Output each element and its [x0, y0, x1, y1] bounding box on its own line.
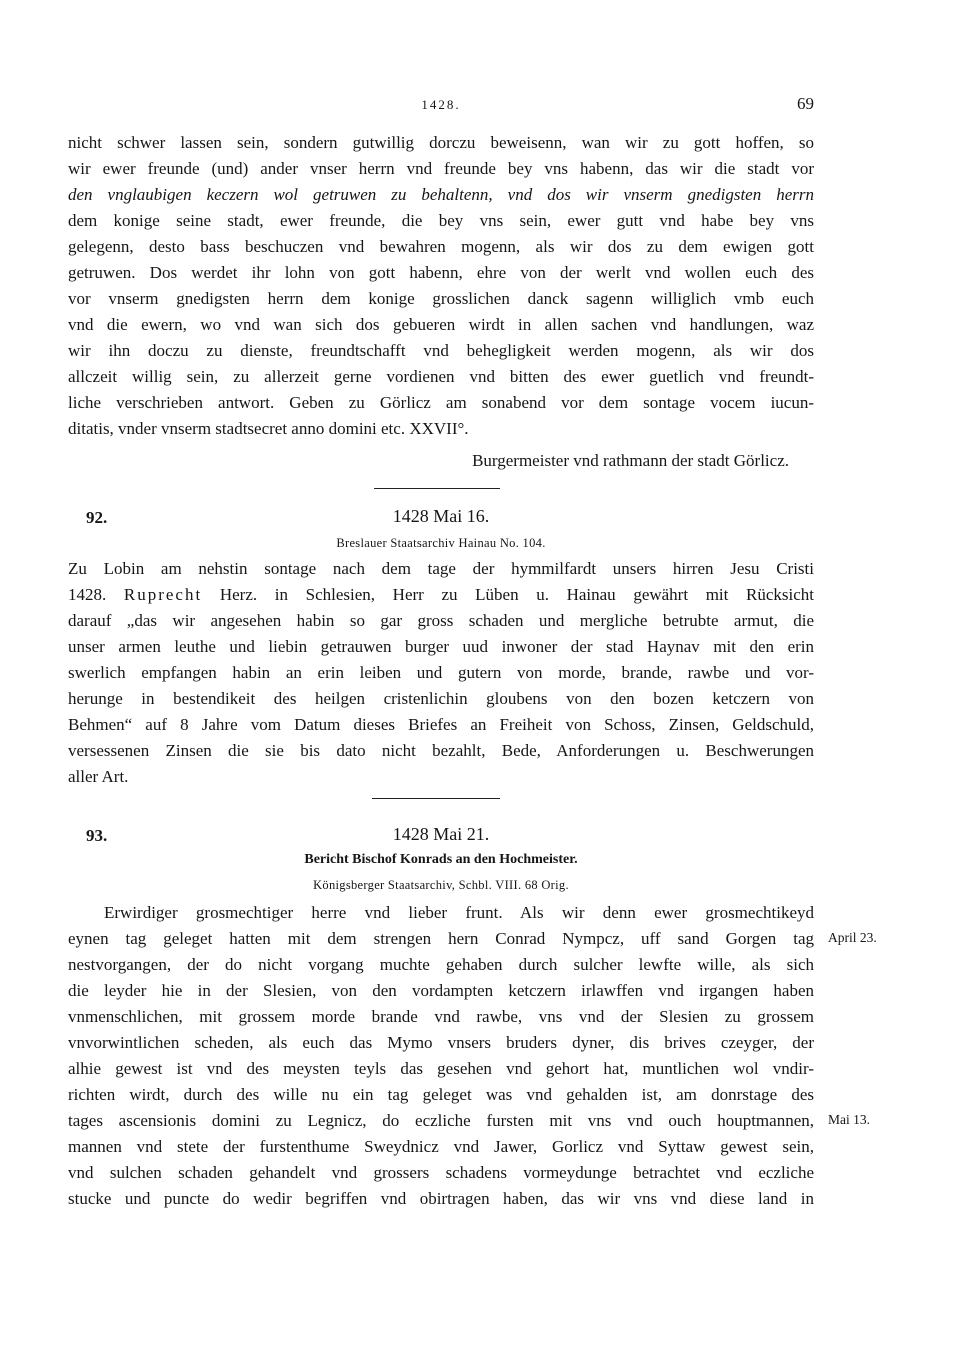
document-number: 93.	[86, 826, 108, 845]
document-date: 1428 Mai 21.	[392, 824, 490, 844]
person-name: Ruprecht	[123, 585, 203, 604]
line-rest: Herz. in Schlesien, Herr zu Lüben u. Hainau gewährt mit Rücksicht	[219, 585, 815, 604]
text-line: versessenen Zinsen die sie bis dato nicht bezahlt, Bede, Anforderungen u. Beschwerungen	[68, 741, 814, 760]
section-divider	[372, 798, 500, 799]
text-line: nestvorgangen, der do nicht vorgang muchte gehaben durch sulcher lewfte wille, als sich	[68, 955, 814, 974]
text-line: eynen tag geleget hatten mit dem strengen hern Conrad Nympcz, uff sand Gorgen tag	[68, 929, 814, 948]
text-line: ditatis, vnder vnserm stadtsecret anno domini etc. XXVII°.	[68, 419, 469, 438]
text-line: stucke und puncte do wedir begriffen vnd obirtragen haben, das wir vns vnd diese land in	[68, 1189, 814, 1208]
text-line: vnvorwintlichen scheden, als euch das Mymo vnsers bruders dyner, dis brives czeyger, der	[68, 1033, 814, 1052]
text-line: vnd sulchen schaden gehandelt vnd grossers schadens vormeydunge betrachtet vnd eczliche	[68, 1163, 814, 1182]
margin-note: Mai 13.	[828, 1112, 870, 1127]
text-line: liche verschrieben antwort. Geben zu Görlicz am sonabend vor dem sontage vocem iucun-	[68, 393, 814, 412]
text-line: herunge in bestendikeit des heilgen cristenlichin gloubens von den bozen ketczern von	[68, 689, 814, 708]
text-line: vnmenschlichen, mit grossem morde brande vnd rawbe, vns vnd der Slesien zu grossem	[68, 1007, 814, 1026]
text-line: aller Art.	[68, 767, 129, 786]
section-divider	[374, 488, 500, 489]
margin-note: April 23.	[828, 930, 877, 945]
text-line: allczeit willig sein, zu allerzeit gerne vordienen vnd bitten des ewer guetlich vnd freundt-	[68, 367, 814, 386]
header-year: 1428.	[421, 97, 461, 112]
text-line: dem konige seine stadt, ewer freunde, die bey vns sein, ewer gutt vnd habe bey vns	[68, 211, 814, 230]
archive-source: Königsberger Staatsarchiv, Schbl. VIII. 68 Orig.	[313, 878, 569, 892]
text-line: swerlich empfangen habin an erin leiben und gutern von morde, brande, rawbe und vor-	[68, 663, 814, 682]
text-line: wir ihn doczu zu dienste, freundtschafft vnd behegligkeit werden mogenn, als wir dos	[68, 341, 814, 360]
text-line: darauf „das wir angesehen habin so gar gross schaden und mergliche betrubte armut, die	[68, 611, 814, 630]
page-number: 69	[797, 94, 814, 113]
line-prefix: 1428.	[68, 585, 107, 604]
text-line: unser armen leuthe und liebin getrauwen burger uud inwoner der stad Haynav mit den erin	[68, 637, 814, 656]
text-line: vor vnserm gnedigsten herrn dem konige grosslichen danck sagenn williglich vmb euch	[68, 289, 814, 308]
text-line: wir ewer freunde (und) ander vnser herrn vnd freunde bey vns habenn, das wir die stadt vor	[68, 159, 814, 178]
archive-source: Breslauer Staatsarchiv Hainau No. 104.	[336, 536, 546, 550]
text-line: getruwen. Dos werdet ihr lohn von gott habenn, ehre von der werlt vnd wollen euch des	[68, 263, 814, 282]
text-line	[68, 582, 814, 608]
text-line: mannen vnd stete der furstenthume Sweydnicz vnd Jawer, Gorlicz vnd Syttaw gewest sein,	[68, 1137, 814, 1156]
document-date: 1428 Mai 16.	[392, 506, 490, 526]
text-line: tages ascensionis domini zu Legnicz, do eczliche fursten mit vns vnd ouch houptmannen,	[68, 1111, 814, 1130]
text-line: nicht schwer lassen sein, sondern gutwillig dorczu beweisenn, wan wir zu gott hoffen, so	[68, 133, 814, 152]
document-number: 92.	[86, 508, 108, 527]
text-line: gelegenn, desto bass beschuczen vnd bewahren mogenn, als wir dos zu dem ewigen gott	[68, 237, 814, 256]
text-line: Zu Lobin am nehstin sontage nach dem tage der hymmilfardt unsers hirren Jesu Cristi	[68, 559, 814, 578]
text-line: vnd die ewern, wo vnd wan sich dos gebueren wirdt in allen sachen vnd handlungen, waz	[68, 315, 814, 334]
document-title: Bericht Bischof Konrads an den Hochmeister.	[304, 852, 578, 867]
text-line: richten wirdt, durch des wille nu ein tag geleget was vnd gehalden ist, am donrstage des	[68, 1085, 814, 1104]
text-line: den vnglaubigen keczern wol getruwen zu behaltenn, vnd dos wir vnserm gnedigsten herrn	[68, 185, 814, 204]
text-line: Erwirdiger grosmechtiger herre vnd lieber frunt. Als wir denn ewer grosmechtikeyd	[104, 903, 814, 922]
text-line: alhie gewest ist vnd des meysten teyls das gesehen vnd gehort hat, muntlichen wol vndir-	[68, 1059, 814, 1078]
page-header	[68, 94, 814, 118]
text-line: die leyder hie in der Slesien, von den vordampten ketczern irlawffen vnd irgangen haben	[68, 981, 814, 1000]
signature: Burgermeister vnd rathmann der stadt Görlicz.	[472, 451, 789, 470]
text-line: Behmen“ auf 8 Jahre vom Datum dieses Briefes an Freiheit von Schoss, Zinsen, Geldschuld,	[68, 715, 814, 734]
